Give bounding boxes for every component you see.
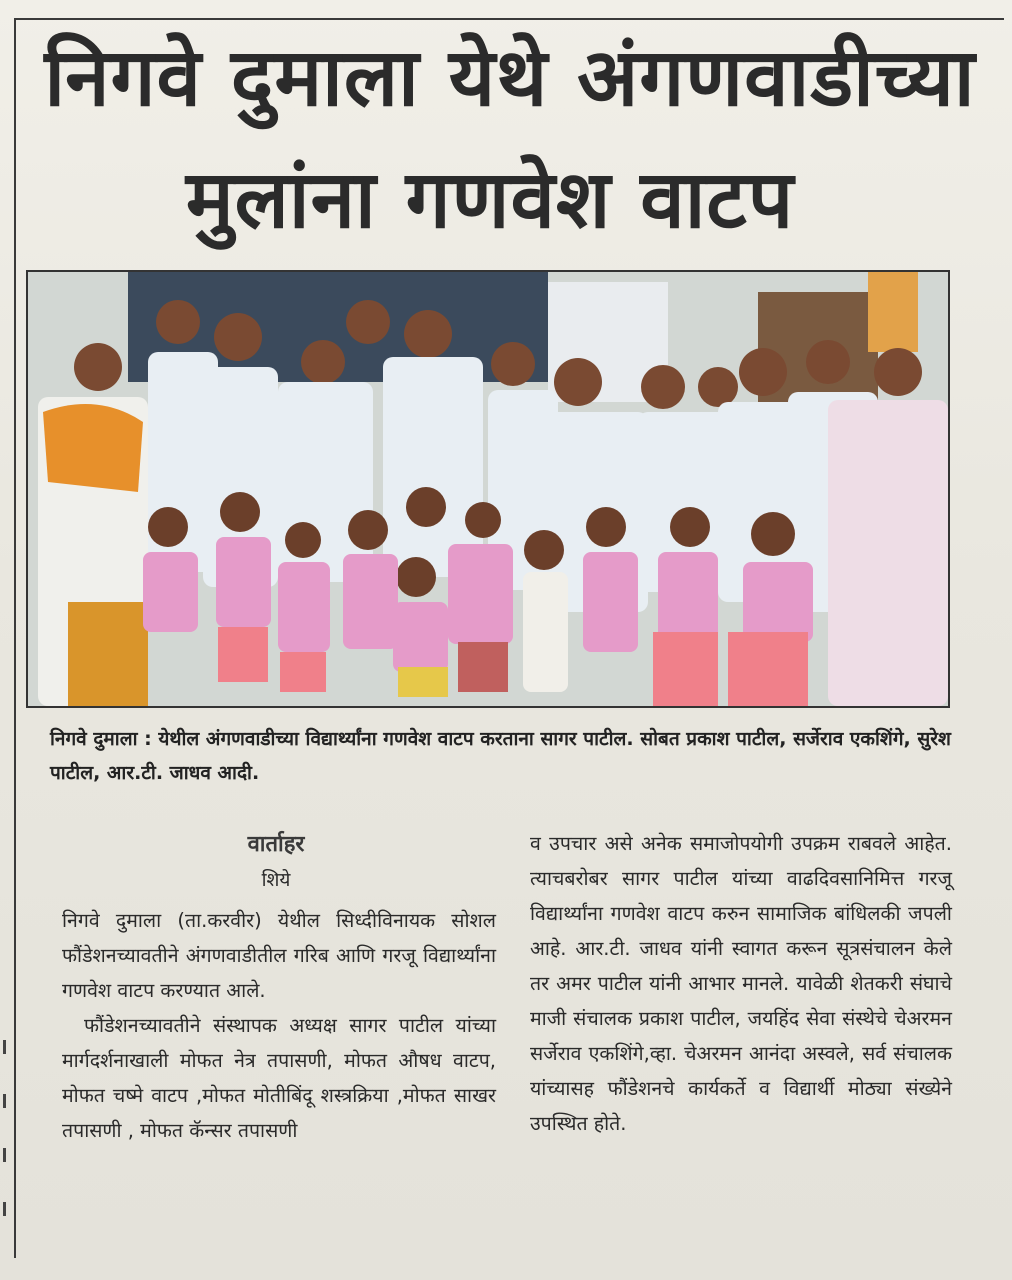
article-paragraph: व उपचार असे अनेक समाजोपयोगी उपक्रम राबवले आहेत. त्याचबरोबर सागर पाटील यांच्या वाढदिवसानिमित्त गरजू विद्यार्थ्यांना गणवेश वाटप करुन सामाजिक बांधिलकी जपली आहे. आर.टी. जाधव यांनी स्वागत करून सूत्रसंचालन केले तर अमर पाटील यांनी आभार मानले. यावेळी शेतकरी संघाचे माजी संचालक प्रकाश पाटील, जयहिंद सेवा संस्थेचे चेअरमन सर्जेराव एकशिंगे,व्हा. चेअरमन आनंदा अस्वले, सर्व संचालक यांच्यासह फौंडेशनचे कार्यकर्ते व विद्यार्थी मोठ्या संख्येने उपस्थित होते. xyxy=(530,832,952,1135)
clipping-border-top xyxy=(14,18,1004,20)
headline-line-1: निगवे दुमाला येथे अंगणवाडीच्या xyxy=(44,31,976,124)
article-paragraph: फौंडेशनच्यावतीने संस्थापक अध्यक्ष सागर पाटील यांच्या मार्गदर्शनाखाली मोफत नेत्र तपासणी, मोफत औषध वाटप, मोफत चष्मे वाटप ,मोफत मोतीबिंदू शस्त्रक्रिया ,मोफत साखर तपासणी , मोफत कॅन्सर तपासणी xyxy=(62,1014,496,1142)
group-photo xyxy=(26,270,950,708)
group-photo-icon xyxy=(28,272,948,706)
dateline-place: शिये xyxy=(261,869,291,891)
byline: वार्ताहर xyxy=(247,832,305,857)
edge-marks xyxy=(0,1040,10,1240)
clipping-border-left xyxy=(14,18,16,1258)
article-paragraph: निगवे दुमाला (ता.करवीर) येथील सिध्दीविनायक सोशल फौंडेशनच्यावतीने अंगणवाडीतील गरिब आणि गरजू विद्यार्थ्यांना गणवेश वाटप करण्यात आले. xyxy=(62,909,496,1002)
article-column-right xyxy=(530,826,952,1141)
article-column-left xyxy=(62,903,496,1148)
headline-line-2: मुलांना गणवेश वाटप xyxy=(185,153,795,246)
photo-caption: निगवे दुमाला : येथील अंगणवाडीच्या विद्यार्थ्यांना गणवेश वाटप करताना सागर पाटील. सोबत प्रकाश पाटील, सर्जेराव एकशिंगे, सुरेश पाटील, आर.टी. जाधव आदी. xyxy=(50,728,951,784)
